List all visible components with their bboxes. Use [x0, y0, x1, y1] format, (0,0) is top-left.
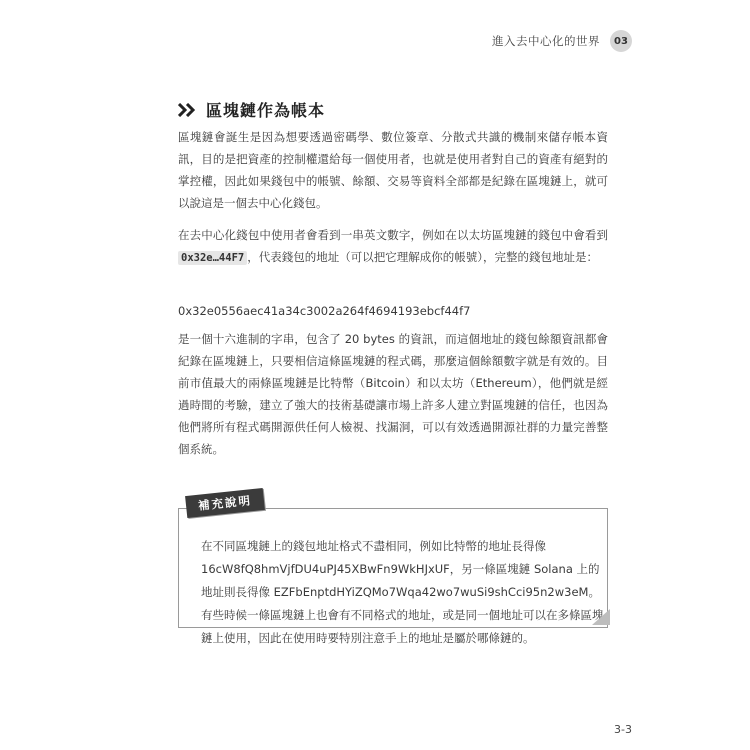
chapter-title: 進入去中心化的世界: [492, 34, 600, 48]
double-chevron-icon: [178, 103, 198, 117]
short-address-code: 0x32e…44F7: [178, 251, 247, 265]
supplement-note: [168, 488, 613, 645]
page-number: 3-3: [614, 723, 632, 736]
note-box: [178, 508, 608, 645]
page-curl-decoration: [592, 609, 610, 625]
full-address: 0x32e0556aec41a34c3002a264f4694193ebcf44f7: [178, 304, 471, 318]
chapter-number-badge: 03: [610, 30, 632, 52]
running-header: [492, 30, 632, 52]
section-title: 區塊鏈作為帳本: [206, 101, 326, 120]
note-tag: 補充說明: [185, 488, 265, 518]
paragraph-explanation: 是一個十六進制的字串，包含了 20 bytes 的資訊，而這個地址的錢包餘額資訊都會紀錄在區塊鏈上，只要相信這條區塊鏈的程式碼，那麼這個餘額數字就是有效的。目前市值最大的兩條區塊鏈是比特幣（Bitcoin）和以太坊（Ethereum），他們就是經過時間的考驗，建立了強大的技術基礎讓市場上許多人建立對區塊鏈的信任，也因為他們將所有程式碼開源供任何人檢視、找漏洞，可以有效透過開源社群的力量完善整個系統。: [178, 332, 608, 456]
paragraph-address: [178, 224, 608, 269]
paragraph-intro: 區塊鏈會誕生是因為想要透過密碼學、數位簽章、分散式共識的機制來儲存帳本資訊，目的是把資產的控制權還給每一個使用者，也就是使用者對自己的資產有絕對的掌控權，因此如果錢包中的帳號、餘額、交易等資料全部都是紀錄在區塊鏈上，就可以說這是一個去中心化錢包。: [178, 130, 608, 210]
section-heading: [178, 98, 325, 121]
paragraph-address-lead: 在去中心化錢包中使用者會看到一串英文數字，例如在以太坊區塊鏈的錢包中會看到: [178, 228, 608, 242]
note-text: 在不同區塊鏈上的錢包地址格式不盡相同，例如比特幣的地址長得像 16cW8fQ8hmVjfDU4uPJ45XBwFn9WkHJxUF，另一條區塊鏈 Solana 上的地址則長得像 EZFbEnptdHYiZQMo7Wqa42wo7wuSi9shCci95n2w3eM。有些時候一條區塊鏈上也會有不同格式的地址，或是同一個地址可以在多條區塊鏈上使用，因此在使用時要特別注意手上的地址是屬於哪條鏈的。: [201, 539, 604, 645]
paragraph-address-tail: ，代表錢包的地址（可以把它理解成你的帳號），完整的錢包地址是：: [247, 250, 598, 264]
